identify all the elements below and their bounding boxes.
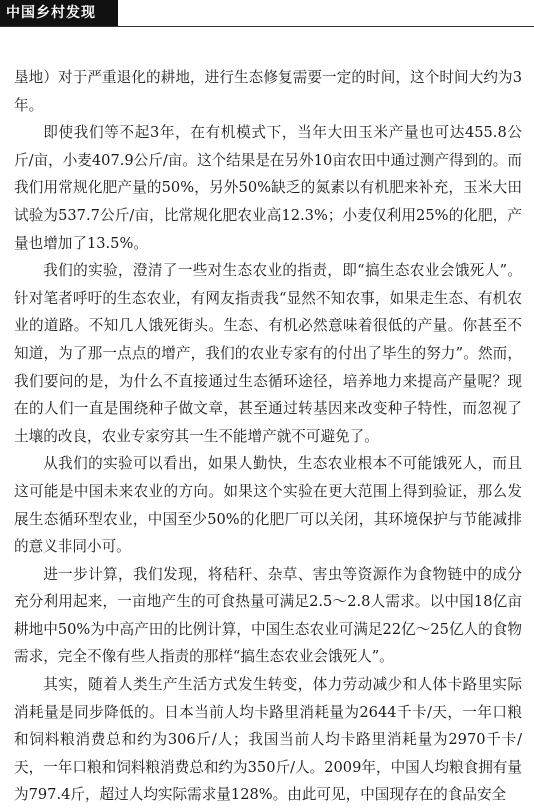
section-title: 中国乡村发现: [6, 5, 96, 21]
paragraph: 垦地）对于严重退化的耕地，进行生态修复需要一定的时间，这个时间大约为3年。: [14, 69, 522, 114]
header-divider: [0, 26, 534, 27]
article-body: [14, 64, 522, 809]
paragraph: 我们的实验，澄清了一些对生态农业的指责，即“搞生态农业会饿死人”。针对笔者呼吁的生态农业，有网友指责我“显然不知农事，如果走生态、有机农业的道路。不知几人饿死街头。生态、有机必然意味着很低的产量。你甚至不知道，为了那一点点的增产，我们的农业专家有的付出了毕生的努力”。然而，我们要问的是，为什么不直接通过生态循环途径，培养地力来提高产量呢？现在的人们一直是围绕种子做文章，甚至通过转基因来改变种子特性，而忽视了土壤的改良，农业专家穷其一生不能增产就不可避免了。: [14, 262, 522, 445]
paragraph: 进一步计算，我们发现，将秸秆、杂草、害虫等资源作为食物链中的成分充分利用起来，一亩地产生的可食热量可满足2.5～2.8人需求。以中国18亿亩耕地中50%为中高产田的比例计算，中国生态农业可满足22亿～25亿人的食物需求，完全不像有些人指责的那样“搞生态农业会饿死人”。: [14, 565, 522, 666]
paragraph: 从我们的实验可以看出，如果人勤快，生态农业根本不可能饿死人，而且这可能是中国未来农业的方向。如果这个实验在更大范围上得到验证，那么发展生态循环型农业，中国至少50%的化肥厂可以关闭，其环境保护与节能减排的意义非同小可。: [14, 455, 522, 556]
section-header: [0, 0, 118, 26]
paragraph: 其实，随着人类生产生活方式发生转变，体力劳动减少和人体卡路里实际消耗量是同步降低的。日本当前人均卡路里消耗量为2644千卡/天，一年口粮和饲料粮消费总和约为306斤/人；我国当前人均卡路里消耗量为2970千卡/天，一年口粮和饲料粮消费总和约为350斤/人。2009年，中国人均粮食拥有量为797.4斤，超过人均实际需求量128%。由此可见，中国现存在的食品安全: [14, 676, 522, 804]
paragraph: 即使我们等不起3年，在有机模式下，当年大田玉米产量也可达455.8公斤/亩，小麦407.9公斤/亩。这个结果是在另外10亩农田中通过测产得到的。而我们用常规化肥产量的50%，另外50%缺乏的氮素以有机肥来补充，玉米大田试验为537.7公斤/亩，比常规化肥农业高12.3%；小麦仅利用25%的化肥，产量也增加了13.5%。: [14, 124, 522, 252]
